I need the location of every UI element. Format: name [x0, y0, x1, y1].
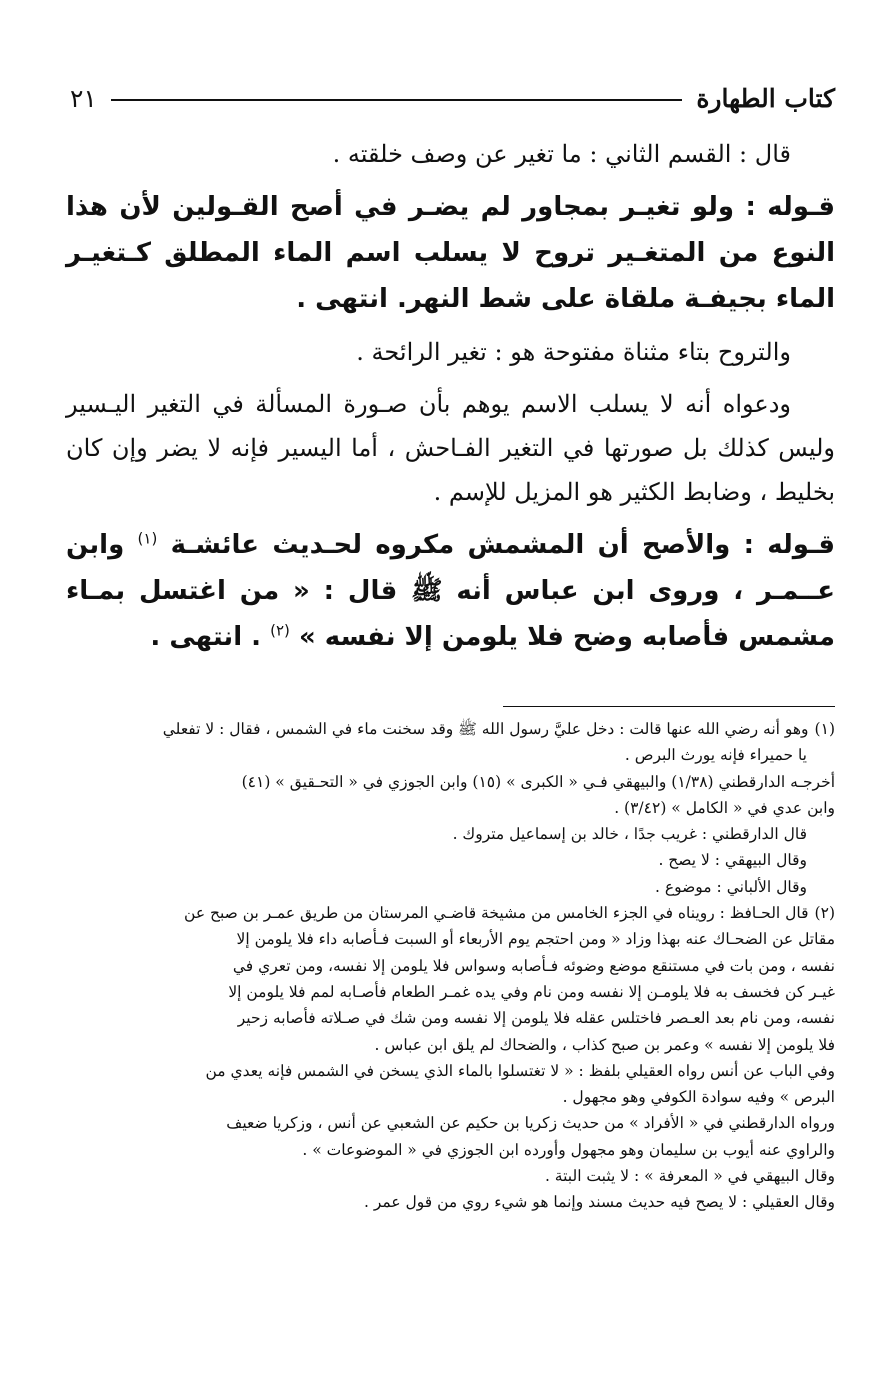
paragraph-3: والتروح بتاء مثناة مفتوحة هو : تغير الرائحة . — [356, 338, 791, 366]
footnote-ref-1[interactable]: (١) — [137, 529, 158, 548]
page-header — [70, 76, 835, 120]
footnote-number-2: (٢) — [814, 904, 835, 923]
footnote-line: ورواه الدارقطني في « الأفراد » من حديث زكريا بن حكيم عن الشعبي عن أنس ، وزكريا ضعيف — [226, 1114, 835, 1133]
paragraph-5-part-2: وابن عــمـر ، وروى ابن عباس أنه ﷺ قال : « من اغتسل بمـاء مشمس فأصابه وضح فلا يلومن إلا نفسه » — [66, 530, 835, 652]
paragraph-2-quote: قـوله : ولو تغيـر بمجاور لم يضـر في أصح القـولين لأن هذا النوع من المتغـير تروح لا يسلب اسم الماء المطلق كـتغيـر الماء بجيفـة ملقاة على شط النهر. انتهى . — [66, 192, 835, 314]
footnote-line: وفي الباب عن أنس رواه العقيلي بلفظ : « لا تغتسلوا بالماء الذي يسخن في الشمس فإنه يعدي من — [205, 1061, 835, 1080]
paragraph-5-part-3: . انتهى . — [150, 622, 262, 652]
footnotes — [60, 716, 835, 1216]
paragraph-5-quote — [66, 522, 835, 660]
footnote-line: وابن عدي في « الكامل » (٣/٤٢) . — [614, 798, 835, 817]
paragraph-1: قال : القسم الثاني : ما تغير عن وصف خلقته . — [332, 140, 791, 168]
footnote-line: غيـر كن فخسف به فلا يلومـن إلا نفسه ومن نام وفي يده غمـر الطعام فأصـابه لمم فلا يلومن إلا — [228, 982, 835, 1001]
footnote-line: أخرجـه الدارقطني (١/٣٨) والبيهقي فـي « الكبرى » (١٥) وابن الجوزي في « التحـقيق » (٤١) — [241, 772, 835, 791]
footnote-line: قال الدارقطني : غريب جدًا ، خالد بن إسماعيل متروك . — [452, 825, 807, 844]
footnote-line: مقاتل عن الضحـاك عنه بهذا وزاد « ومن احتجم يوم الأربعاء أو السبت فـأصابه داء فلا يلومن إلا — [236, 930, 835, 949]
running-title: كتاب الطهارة — [696, 83, 835, 113]
footnote-line: والراوي عنه أيوب بن سليمان وهو مجهول وأورده ابن الجوزي في « الموضوعات » . — [302, 1140, 835, 1159]
paragraph-5-part-1: قـوله : والأصح أن المشمش مكروه لحـديث عائشـة — [170, 530, 836, 560]
main-text — [66, 132, 835, 660]
footnote-line: (١)وهو أنه رضي الله عنها قالت : دخل عليَّ رسول الله ﷺ وقد سخنت ماء في الشمس ، فقال : لا تفعلي — [162, 720, 835, 738]
page-number: ٢١ — [70, 83, 97, 113]
footnote-1 — [60, 716, 835, 900]
paragraph-4: ودعواه أنه لا يسلب الاسم يوهم بأن صـورة المسألة في التغير اليـسير وليس كذلك بل صورتها في التغير الفـاحش ، أما اليسير فإنه لا يضر وإن كان بخليط ، وضابط الكثير هو المزيل للإسم . — [66, 390, 835, 506]
footnote-2 — [60, 900, 835, 1216]
footnote-line: نفسه ، ومن بات في مستنقع موضع وضوئه فـأصابه وسواس فلا يلومن إلا نفسه، ومن تعري في — [232, 956, 835, 975]
footnote-divider — [503, 706, 835, 707]
footnote-line: وقال البيهقي في « المعرفة » : لا يثبت البتة . — [544, 1167, 835, 1186]
footnote-ref-2[interactable]: (٢) — [270, 621, 290, 640]
footnote-line: يا حميراء فإنه يورث البرص . — [624, 746, 807, 765]
footnote-line: (٢)قال الحـافظ : رويناه في الجزء الخامس من مشيخة قاضـي المرستان من طريق عمـر بن صبح عن — [184, 904, 835, 923]
footnote-number-1: (١) — [814, 720, 835, 738]
header-rule — [111, 99, 682, 101]
footnote-line: فلا يلومن إلا نفسه » وعمر بن صبح كذاب ، والضحاك لم يلق ابن عباس . — [374, 1035, 835, 1054]
footnote-line: البرص » وفيه سوادة الكوفي وهو مجهول . — [562, 1088, 835, 1107]
footnote-line: وقال العقيلي : لا يصح فيه حديث مسند وإنما هو شيء روي من قول عمر . — [363, 1193, 835, 1212]
footnote-line: وقال الألباني : موضوع . — [655, 877, 807, 896]
footnote-line: وقال البيهقي : لا يصح . — [658, 851, 807, 870]
footnote-line: نفسه، ومن نام بعد العـصر فاختلس عقله فلا يلومن إلا نفسه ومن شك في صـلاته فأصابه زحير — [237, 1009, 835, 1028]
